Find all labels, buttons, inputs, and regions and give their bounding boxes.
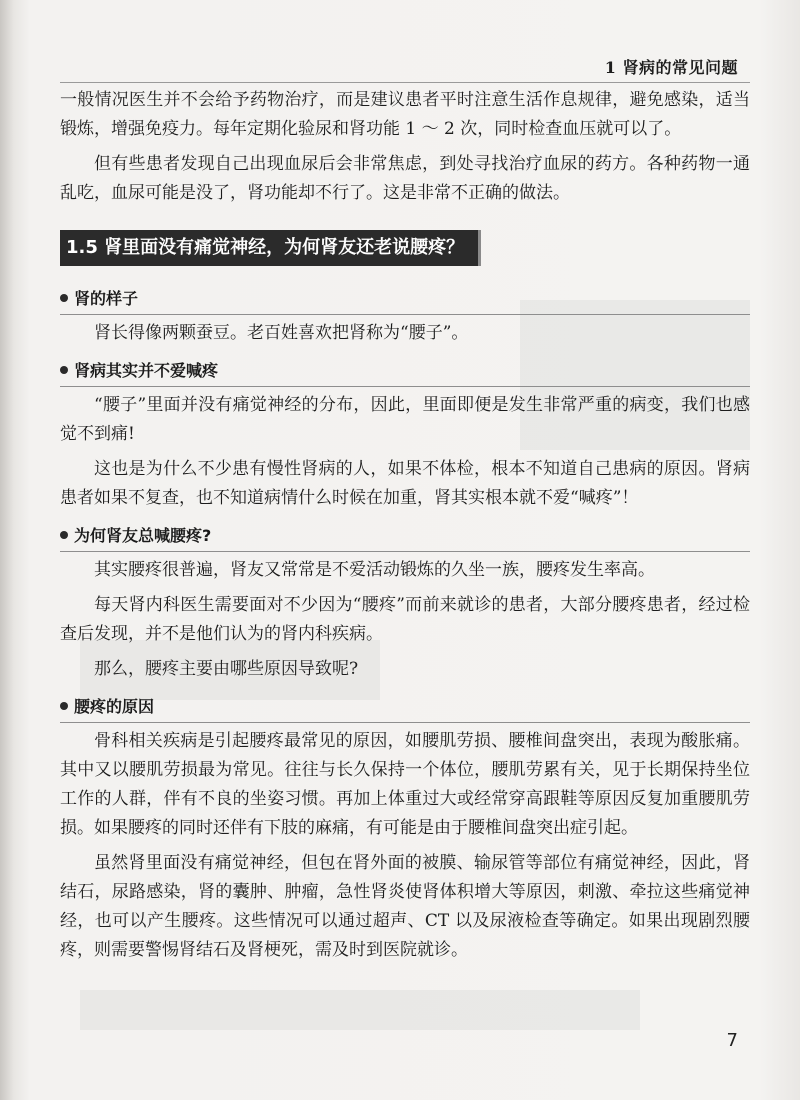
paragraph: 那么，腰疼主要由哪些原因导致呢? — [94, 659, 359, 679]
subsection-title: 为何肾友总喊腰疼? — [74, 526, 212, 545]
subsection-heading — [60, 694, 750, 723]
page-content — [60, 86, 750, 971]
paragraph: 其实腰疼很普遍，肾友又常常是不爱活动锻炼的久坐一族，腰疼发生率高。 — [94, 560, 655, 580]
paragraph: 虽然肾里面没有痛觉神经，但包在肾外面的被膜、输尿管等部位有痛觉神经，因此，肾结石，尿路感染，肾的囊肿、肿瘤，急性肾炎使肾体积增大等原因，刺激、牵拉这些痛觉神经，也可以产生腰疼。这些情况可以通过超声、CT 以及尿液检查等确定。如果出现剧烈腰疼，则需要警惕肾结石及肾梗死，需及时到医院就诊。 — [60, 853, 750, 960]
subsection-title: 腰疼的原因 — [74, 697, 155, 716]
intro-paragraph-1: 一般情况医生并不会给予药物治疗，而是建议患者平时注意生活作息规律，避免感染，适当锻炼，增强免疫力。每年定期化验尿和肾功能 1 ～ 2 次，同时检查血压就可以了。 — [60, 90, 750, 139]
bleed-through-shadow — [80, 990, 640, 1030]
running-header: 1 肾病的常见问题 — [604, 58, 738, 77]
page-number: 7 — [726, 1030, 738, 1051]
bullet-icon — [60, 294, 68, 302]
bullet-icon — [60, 702, 68, 710]
subsection-title: 肾病其实并不爱喊疼 — [74, 361, 219, 380]
subsection-heading — [60, 358, 750, 387]
paragraph: 每天肾内科医生需要面对不少因为“腰疼”而前来就诊的患者，大部分腰疼患者，经过检查后发现，并不是他们认为的肾内科疾病。 — [60, 595, 750, 644]
subsection-title: 肾的样子 — [74, 289, 139, 308]
bullet-icon — [60, 366, 68, 374]
subsection-heading — [60, 523, 750, 552]
paragraph: “腰子”里面并没有痛觉神经的分布，因此，里面即便是发生非常严重的病变，我们也感觉不到痛! — [60, 395, 750, 444]
header-rule — [60, 82, 750, 83]
section-title: 1.5 肾里面没有痛觉神经，为何肾友还老说腰疼？ — [60, 230, 481, 266]
bullet-icon — [60, 531, 68, 539]
paragraph: 这也是为什么不少患有慢性肾病的人，如果不体检，根本不知道自己患病的原因。肾病患者如果不复查，也不知道病情什么时候在加重，肾其实根本就不爱“喊疼”！ — [60, 459, 750, 508]
paragraph: 肾长得像两颗蚕豆。老百姓喜欢把肾称为“腰子”。 — [94, 323, 469, 343]
subsection-heading — [60, 286, 750, 315]
paragraph: 骨科相关疾病是引起腰疼最常见的原因，如腰肌劳损、腰椎间盘突出，表现为酸胀痛。其中又以腰肌劳损最为常见。往往与长久保持一个体位，腰肌劳累有关，见于长期保持坐位工作的人群，伴有不良的坐姿习惯。再加上体重过大或经常穿高跟鞋等原因反复加重腰肌劳损。如果腰疼的同时还伴有下肢的麻痛，有可能是由于腰椎间盘突出症引起。 — [60, 731, 750, 838]
intro-paragraph-2: 但有些患者发现自己出现血尿后会非常焦虑，到处寻找治疗血尿的药方。各种药物一通乱吃，血尿可能是没了，肾功能却不行了。这是非常不正确的做法。 — [60, 154, 750, 203]
